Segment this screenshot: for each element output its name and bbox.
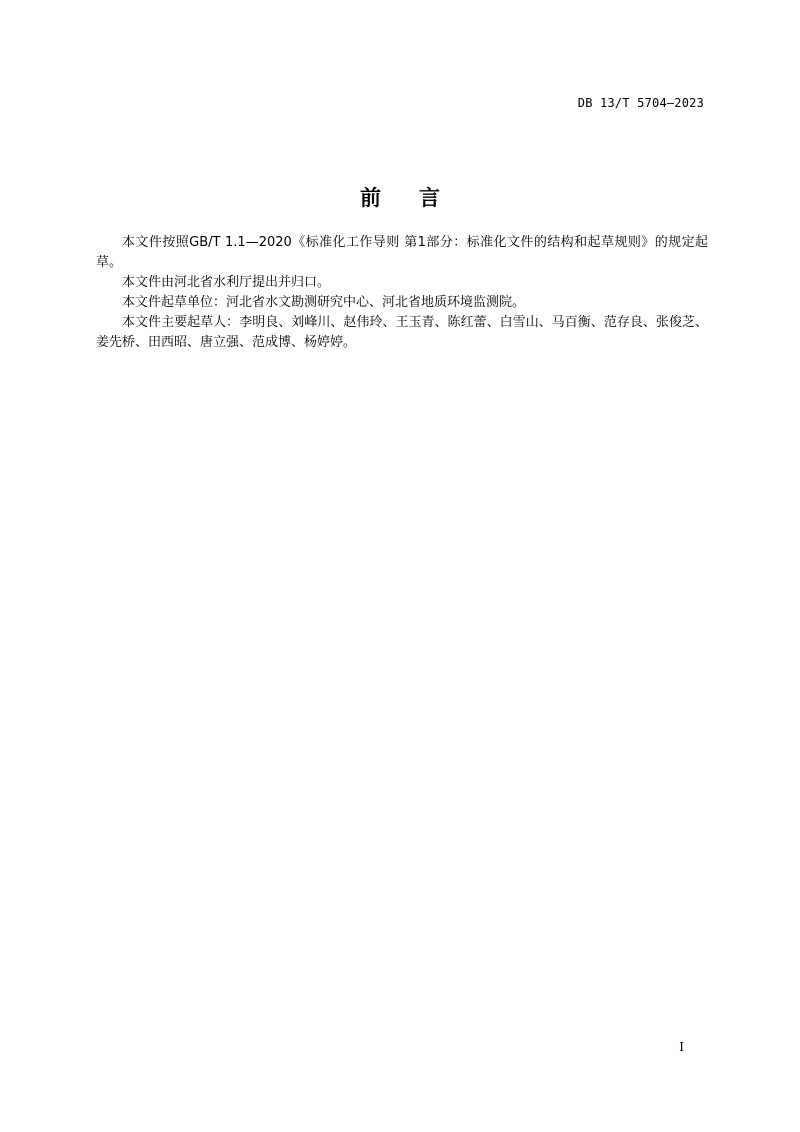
body-text (96, 233, 708, 353)
paragraph-drafting-rules: 本文件按照GB/T 1.1—2020《标准化工作导则 第1部分：标准化文件的结构和起草规则》的规定起草。 (96, 235, 708, 270)
page-title: 前言 (360, 186, 478, 210)
page-number: I (679, 1040, 684, 1054)
paragraph-drafting-units: 本文件起草单位：河北省水文勘测研究中心、河北省地质环境监测院。 (122, 295, 526, 310)
paragraph-drafters: 本文件主要起草人：李明良、刘峰川、赵伟玲、王玉青、陈红蕾、白雪山、马百衡、范存良、张俊芝、姜先桥、田西昭、唐立强、范成博、杨婷婷。 (96, 315, 708, 350)
document-code: DB 13/T 5704—2023 (577, 96, 704, 110)
paragraph-proposer: 本文件由河北省水利厅提出并归口。 (122, 275, 331, 290)
